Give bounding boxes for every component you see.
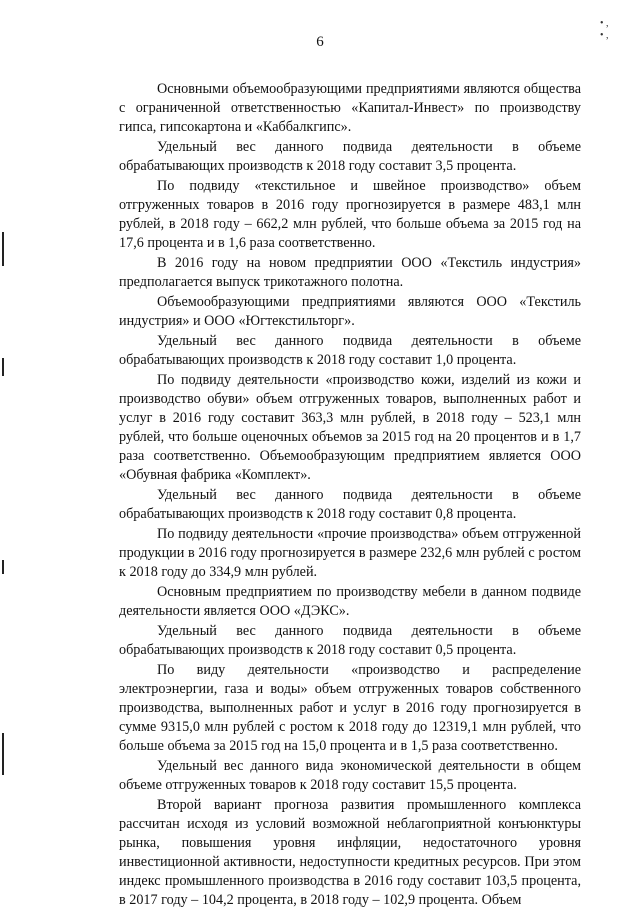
paragraph: Объемообразующими предприятиями являются ООО «Текстиль индустрия» и ООО «Югтекстильторг». <box>119 294 581 329</box>
scan-margin-mark <box>2 733 4 775</box>
paragraph: Удельный вес данного подвида деятельности в объеме обрабатывающих производств к 2018 году составит 0,8 процента. <box>119 487 581 522</box>
paragraph: По подвиду деятельности «прочие производства» объем отгруженной продукции в 2016 году прогнозируется в размере 232,6 млн рублей с ростом к 2018 году до 334,9 млн рублей. <box>119 526 581 580</box>
page-number: 6 <box>316 34 324 50</box>
paragraph: Удельный вес данного подвида деятельности в объеме обрабатывающих производств к 2018 году составит 1,0 процента. <box>119 333 581 368</box>
scan-margin-mark <box>2 358 4 376</box>
paragraph: По подвиду «текстильное и швейное производство» объем отгруженных товаров в 2016 году прогнозируется в размере 483,1 млн рублей, в 2018 году – 662,2 млн рублей, что больше объема за 2015 год на 17,6 процента и в 1,6 раза соответственно. <box>119 178 581 251</box>
paragraph: Основным предприятием по производству мебели в данном подвиде деятельности является ООО «ДЭКС». <box>119 584 581 619</box>
paragraph: Удельный вес данного подвида деятельности в объеме обрабатывающих производств к 2018 году составит 3,5 процента. <box>119 139 581 174</box>
document-body <box>119 80 581 911</box>
paragraph: Второй вариант прогноза развития промышленного комплекса рассчитан исходя из условий возможной неблагоприятной конъюнктуры рынка, повышения уровня инфляции, недостаточного уровня инвестиционной активности, недоступности кредитных ресурсов. При этом индекс промышленного производства в 2016 году составит 103,5 процента, в 2017 году – 104,2 процента, в 2018 году – 102,9 процента. Объем <box>119 797 581 908</box>
paragraph: Удельный вес данного вида экономической деятельности в общем объеме отгруженных товаров к 2018 году составит 15,5 процента. <box>119 758 581 793</box>
paragraph: Удельный вес данного подвида деятельности в объеме обрабатывающих производств к 2018 году составит 0,5 процента. <box>119 623 581 658</box>
paragraph: По подвиду деятельности «производство кожи, изделий из кожи и производство обуви» объем отгруженных товаров, выполненных работ и услуг в 2016 году составит 363,3 млн рублей, в 2018 году – 523,1 млн рублей, что больше оценочных объемов за 2015 год на 20 процентов и в 1,7 раза соответственно. Объемообразующим предприятием является ООО «Обувная фабрика «Комплект». <box>119 372 581 483</box>
paragraph: Основными объемообразующими предприятиями являются общества с ограниченной ответственностью «Капитал-Инвест» по производству гипса, гипсокартона и «Каббалкгипс». <box>119 81 581 135</box>
scan-margin-mark <box>2 232 4 266</box>
scan-specks: • , • , <box>600 18 609 41</box>
paragraph: В 2016 году на новом предприятии ООО «Текстиль индустрия» предполагается выпуск трикотажного полотна. <box>119 255 581 290</box>
scan-margin-mark <box>2 560 4 574</box>
paragraph: По виду деятельности «производство и распределение электроэнергии, газа и воды» объем отгруженных товаров собственного производства, выполненных работ и услуг в 2016 году прогнозируется в сумме 9315,0 млн рублей с ростом к 2018 году до 12319,1 млн рублей, что больше объема за 2015 год на 15,0 процента и в 1,5 раза соответственно. <box>119 662 581 754</box>
